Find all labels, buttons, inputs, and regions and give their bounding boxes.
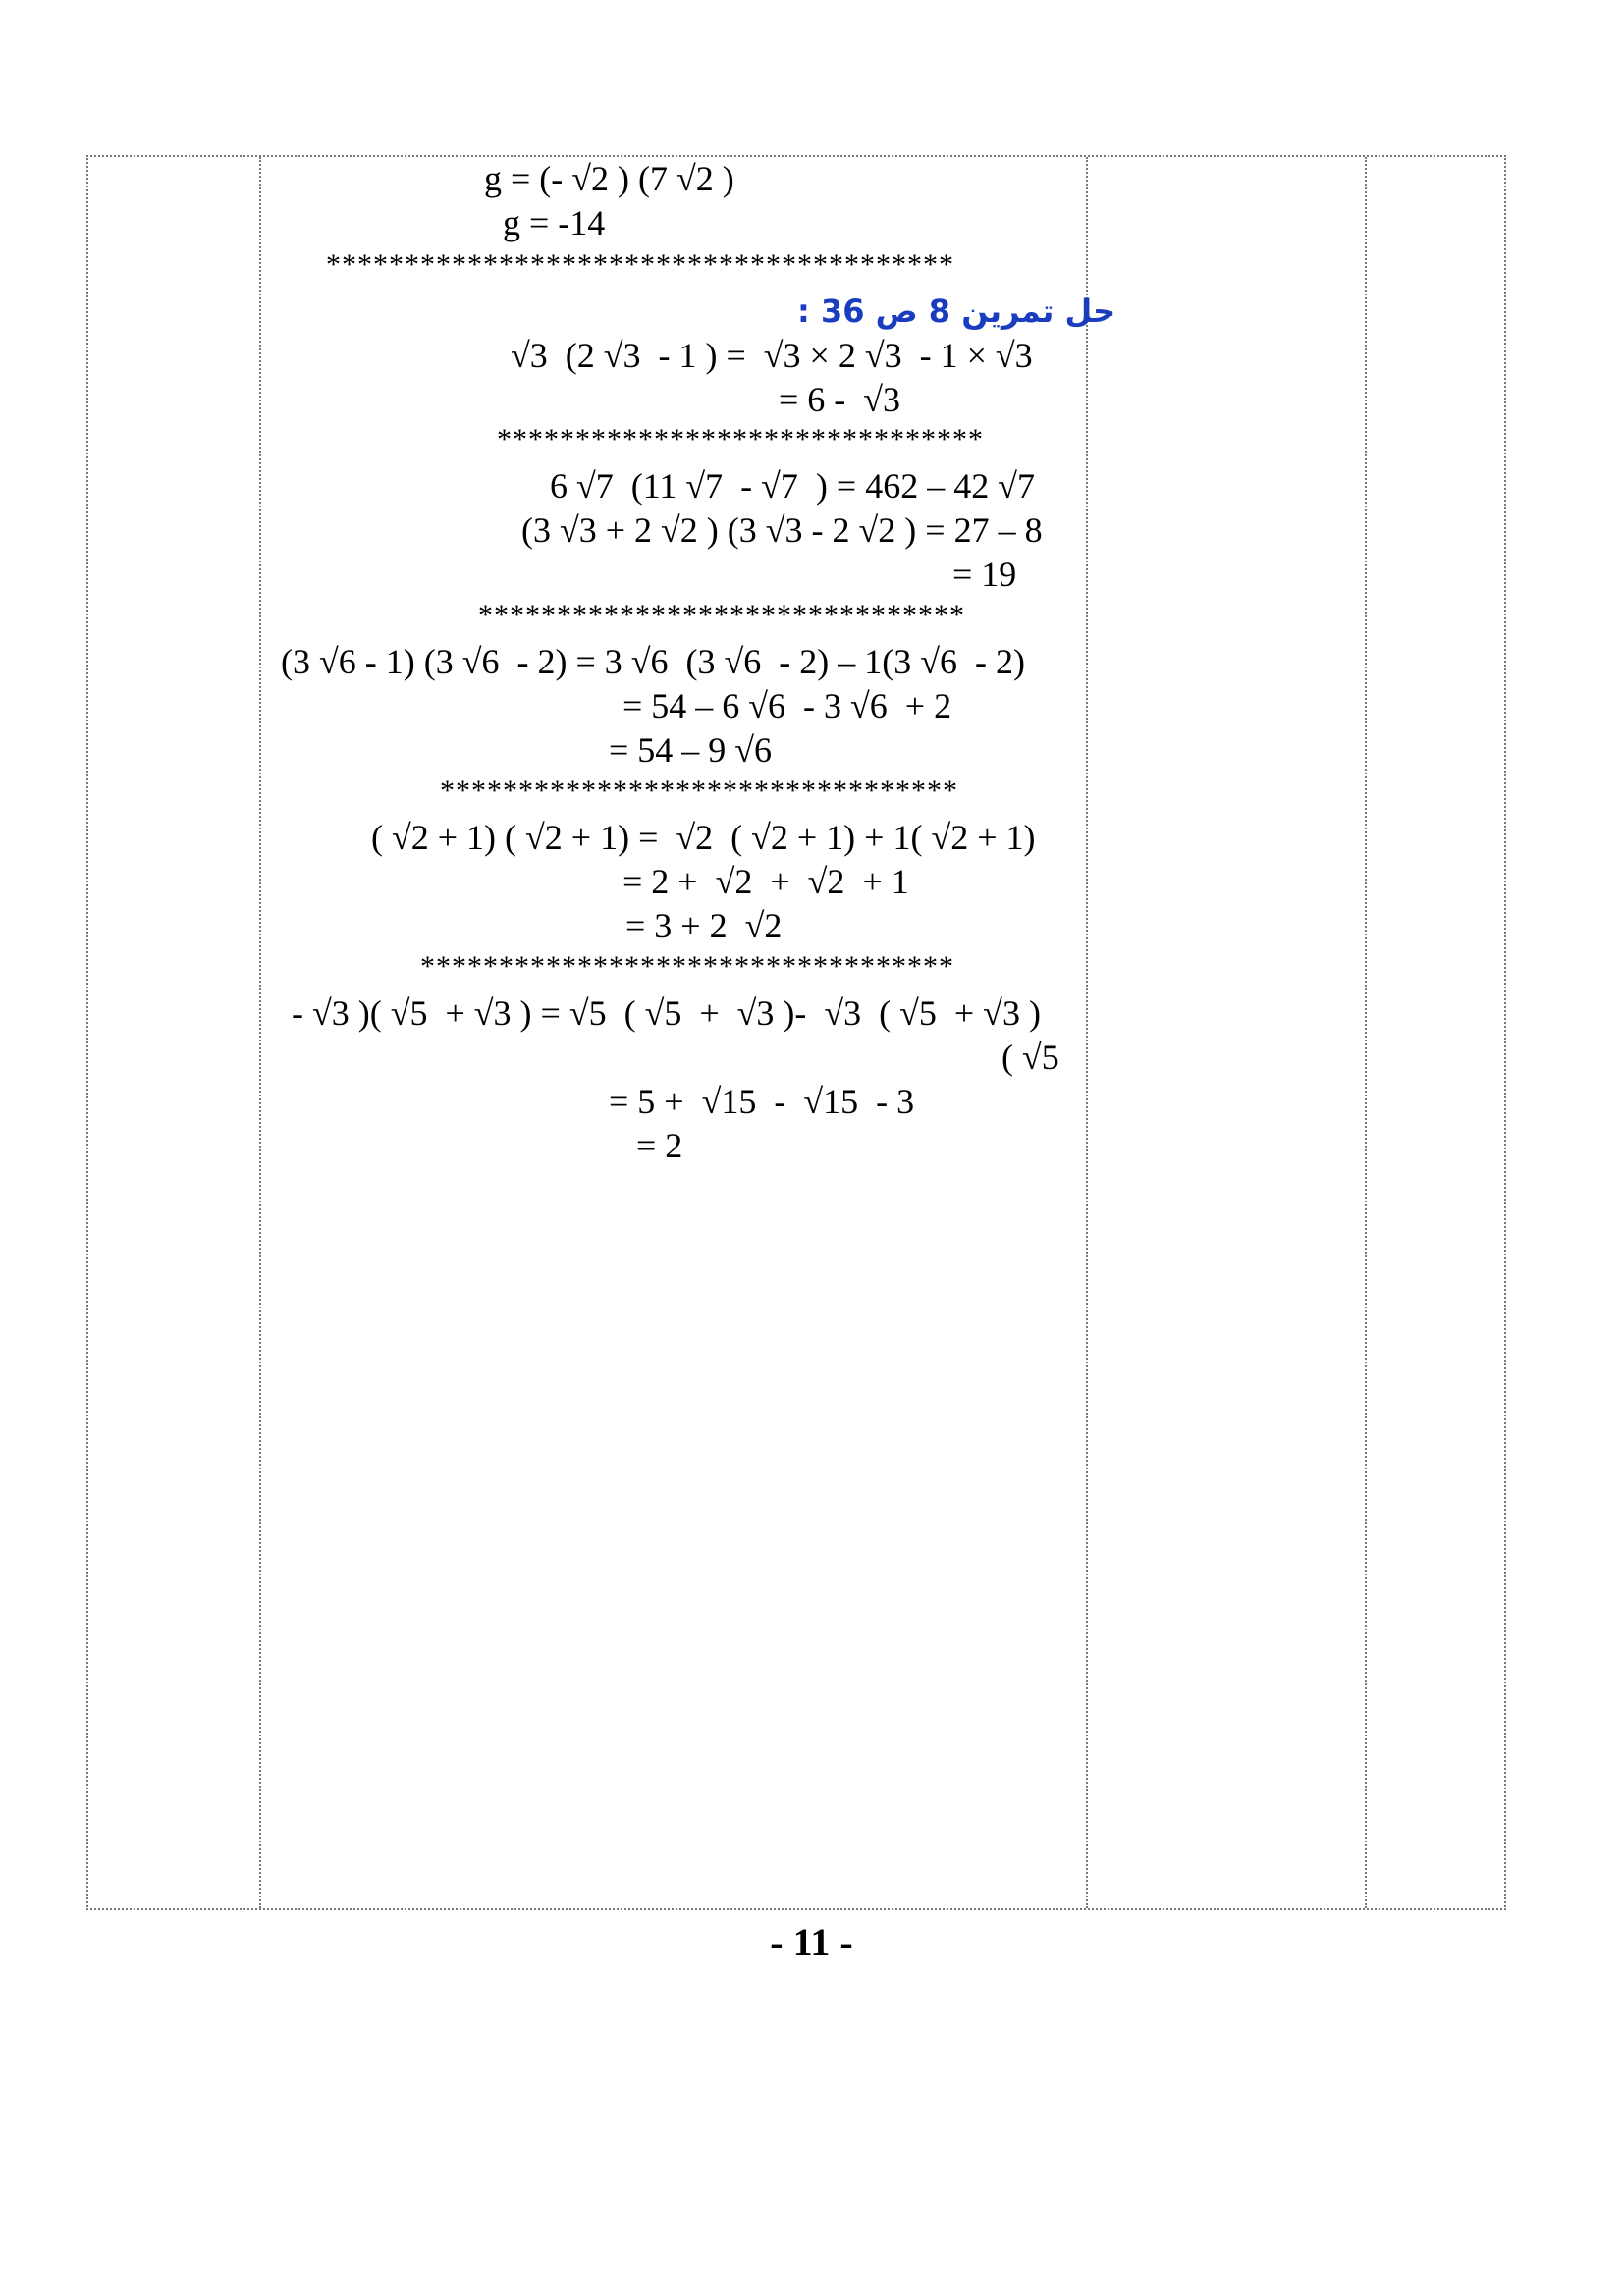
equation-sqrt2-result: = 3 + 2 √2: [625, 906, 783, 945]
equation-sqrt5-expand: - √3 )( √5 + √3 ) = √5 ( √5 + √3 )- √3 ( √5 + √3 ): [292, 993, 1041, 1033]
equation-sqrt2-square: ( √2 + 1) ( √2 + 1) = √2 ( √2 + 1) + 1( √2 + 1): [371, 818, 1036, 857]
equation-g-result: g = -14: [503, 203, 606, 242]
equation-sqrt3-result: = 6 - √3: [779, 380, 901, 419]
equation-sqrt5-step: = 5 + √15 - √15 - 3: [609, 1082, 915, 1121]
equation-g-product: g = (- √2 ) (7 √2 ): [484, 159, 734, 198]
separator-stars: *******************************: [497, 423, 984, 455]
exercise-heading: حل تمرين 8 ص 36 :: [797, 293, 1116, 330]
equation-sqrt2-step: = 2 + √2 + √2 + 1: [622, 862, 909, 901]
equation-sqrt6-result: = 54 – 9 √6: [609, 730, 773, 770]
equation-sqrt3-expand: √3 (2 √3 - 1 ) = √3 × 2 √3 - 1 × √3: [511, 336, 1033, 375]
equation-sqrt5-wrap: ( √5: [1001, 1038, 1059, 1077]
column-divider: [259, 157, 261, 1908]
equation-conjugate: (3 √3 + 2 √2 ) (3 √3 - 2 √2 ) = 27 – 8: [521, 510, 1043, 550]
equation-sqrt7: 6 √7 (11 √7 - √7 ) = 462 – 42 √7: [550, 466, 1035, 506]
column-divider: [1086, 157, 1088, 1908]
separator-stars: *********************************: [440, 774, 958, 807]
equation-sqrt5-result: = 2: [636, 1126, 683, 1165]
equation-sqrt6-step: = 54 – 6 √6 - 3 √6 + 2: [622, 686, 952, 725]
equation-sqrt6-expand: (3 √6 - 1) (3 √6 - 2) = 3 √6 (3 √6 - 2) – 1(3 √6 - 2): [281, 642, 1025, 681]
equation-conjugate-result: = 19: [952, 555, 1017, 594]
separator-stars: ****************************************: [326, 248, 954, 281]
separator-stars: *******************************: [478, 599, 965, 631]
column-divider: [1365, 157, 1367, 1908]
separator-stars: **********************************: [420, 950, 954, 983]
page-number: - 11 -: [770, 1920, 853, 1964]
